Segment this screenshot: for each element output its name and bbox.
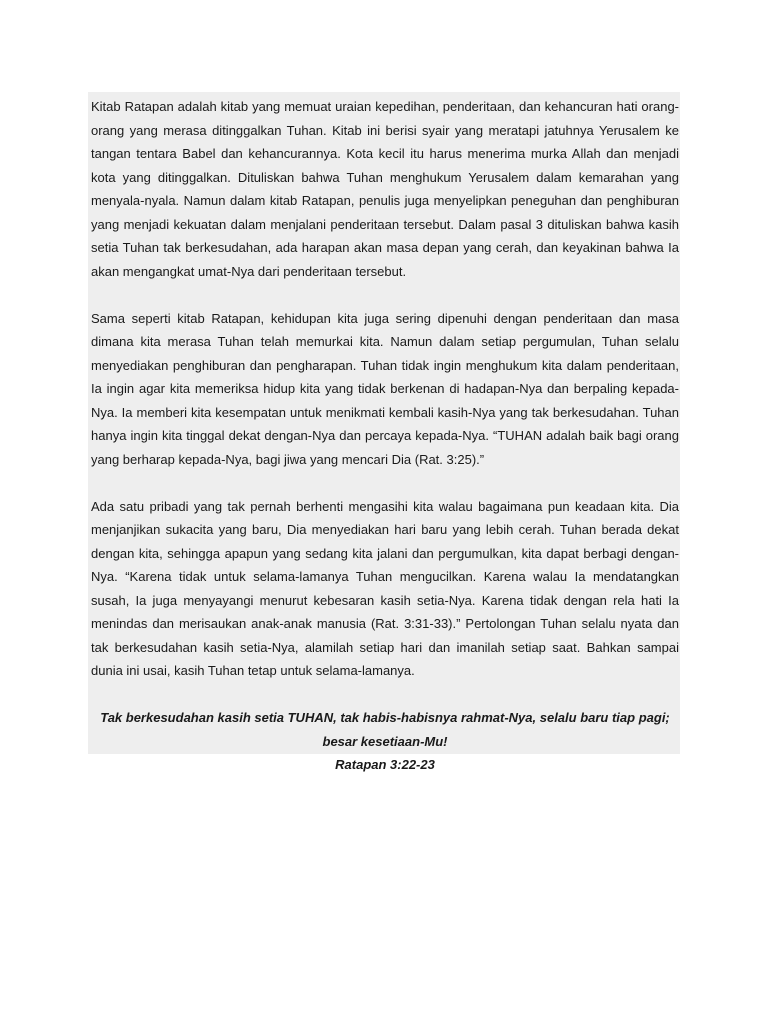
paragraph-1: Kitab Ratapan adalah kitab yang memuat uraian kepedihan, penderitaan, dan kehancuran hati orang-orang yang merasa ditinggalkan Tuhan. Kitab ini berisi syair yang meratapi jatuhnya Yerusalem ke tangan tentara Babel dan kehancurannya. Kota kecil itu harus menerima murka Allah dan menjadi kota yang ditinggalkan. Dituliskan bahwa Tuhan menghukum Yerusalem dalam kemarahan yang menyala-nyala. Namun dalam kitab Ratapan, penulis juga menyelipkan peneguhan dan penghiburan yang menjadi kekuatan dalam menjalani penderitaan tersebut. Dalam pasal 3 dituliskan bahwa kasih setia Tuhan tak berkesudahan, ada harapan akan masa depan yang cerah, dan keyakinan bahwa Ia akan mengangkat umat-Nya dari penderitaan tersebut. xyxy=(91,99,679,279)
scripture-quote-line-1: Tak berkesudahan kasih setia TUHAN, tak habis-habisnya rahmat-Nya, selalu baru tiap pagi; xyxy=(100,710,670,725)
devotional-text xyxy=(91,95,679,777)
paragraph-3: Ada satu pribadi yang tak pernah berhenti mengasihi kita walau bagaimana pun keadaan kita. Dia menjanjikan sukacita yang baru, Dia menyediakan hari baru yang lebih cerah. Tuhan berada dekat dengan kita, sehingga apapun yang sedang kita jalani dan pergumulkan, kita dapat berbagi dengan-Nya. “Karena tidak untuk selama-lamanya Tuhan mengucilkan. Karena walau Ia mendatangkan susah, Ia juga menyayangi menurut kebesaran kasih setia-Nya. Karena tidak dengan rela hati Ia menindas dan merisaukan anak-anak manusia (Rat. 3:31-33).” Pertolongan Tuhan selalu nyata dan tak berkesudahan kasih setia-Nya, alamilah setiap hari dan imanilah setiap saat. Bahkan sampai dunia ini usai, kasih Tuhan tetap untuk selama-lamanya. xyxy=(91,498,679,678)
scripture-quote-line-2: besar kesetiaan-Mu! xyxy=(322,733,448,749)
scripture-reference: Ratapan 3:22-23 xyxy=(335,757,435,772)
paragraph-2: Sama seperti kitab Ratapan, kehidupan kita juga sering dipenuhi dengan penderitaan dan masa dimana kita merasa Tuhan telah memurkai kita. Namun dalam setiap pergumulan, Tuhan selalu menyediakan penghiburan dan pengharapan. Tuhan tidak ingin menghukum kita dalam penderitaan, Ia ingin agar kita memeriksa hidup kita yang tidak berkenan di hadapan-Nya dan berpaling kepada-Nya. Ia memberi kita kesempatan untuk menikmati kembali kasih-Nya yang tak berkesudahan. Tuhan hanya ingin kita tinggal dekat dengan-Nya dan percaya kepada-Nya. “TUHAN adalah baik bagi orang yang berharap kepada-Nya, bagi jiwa yang mencari Dia (Rat. 3:25).” xyxy=(91,310,679,467)
